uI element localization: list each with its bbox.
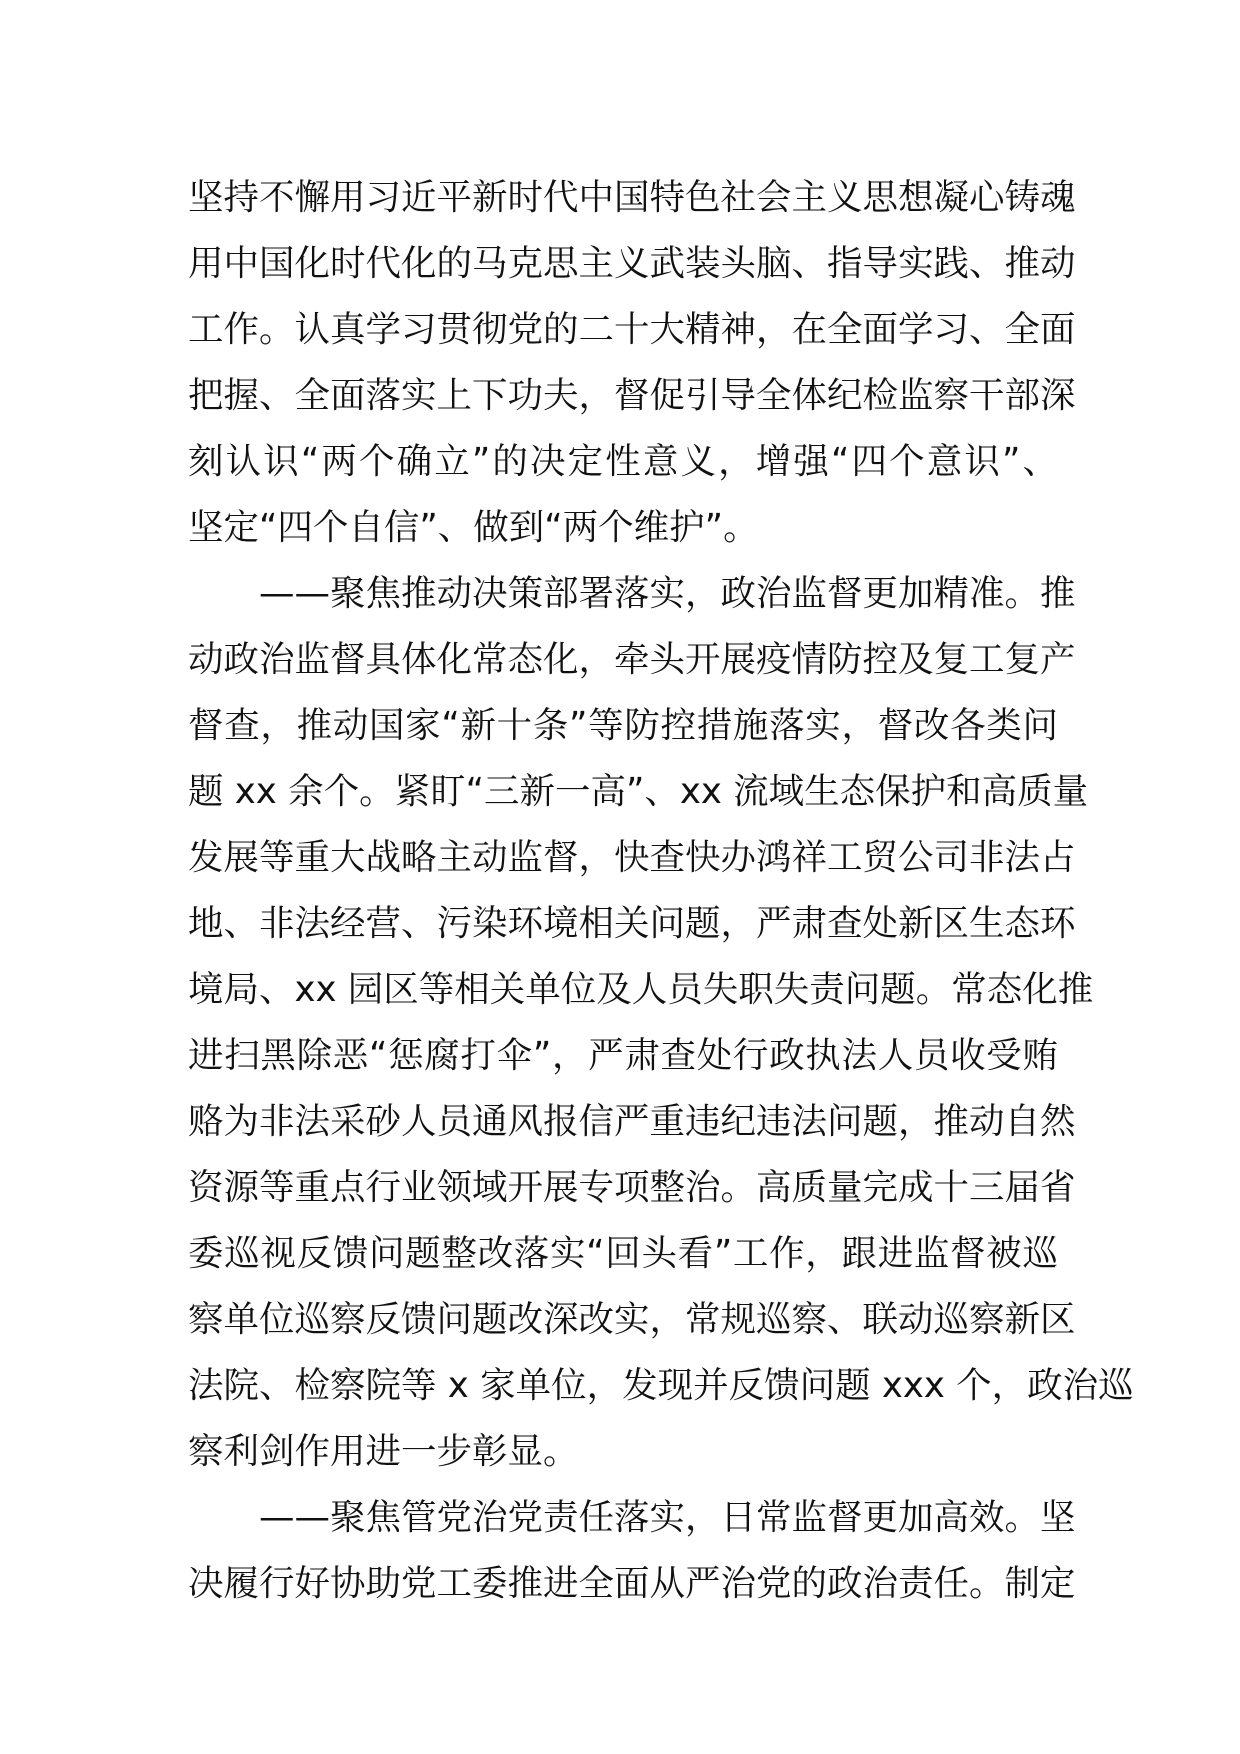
text-line: ——聚焦管党治党责任落实，日常监督更加高效。坚 <box>188 1497 1076 1538</box>
text-line: 地、非法经营、污染环境相关问题，严肃查处新区生态环 <box>188 903 1076 944</box>
text-line: 进扫黑除恶“惩腐打伞”，严肃查处行政执法人员收受贿 <box>188 1035 1058 1076</box>
text-line: 坚持不懈用习近平新时代中国特色社会主义思想凝心铸魂 <box>188 177 1076 218</box>
text-line: 督查，推动国家“新十条”等防控措施落实，督改各类问 <box>188 705 1058 746</box>
text-line: 用中国化时代化的马克思主义武装头脑、指导实践、推动 <box>188 243 1076 284</box>
text-line: 委巡视反馈问题整改落实“回头看”工作，跟进监督被巡 <box>188 1233 1058 1274</box>
text-line: 发展等重大战略主动监督，快查快办鸿祥工贸公司非法占 <box>188 837 1076 878</box>
text-line: 法院、检察院等 x 家单位，发现并反馈问题 xxx 个，政治巡 <box>188 1365 1134 1406</box>
text-line: 决履行好协助党工委推进全面从严治党的政治责任。制定 <box>188 1563 1076 1604</box>
text-line: 资源等重点行业领域开展专项整治。高质量完成十三届省 <box>188 1167 1076 1208</box>
text-line: 赂为非法采砂人员通风报信严重违纪违法问题，推动自然 <box>188 1101 1076 1142</box>
text-line: ——聚焦推动决策部署落实，政治监督更加精准。推 <box>188 573 1076 614</box>
text-line: 坚定“四个自信”、做到“两个维护”。 <box>188 507 759 548</box>
text-line: 动政治监督具体化常态化，牵头开展疫情防控及复工复产 <box>188 639 1076 680</box>
text-line: 察利剑作用进一步彰显。 <box>188 1431 579 1472</box>
text-line: 把握、全面落实上下功夫，督促引导全体纪检监察干部深 <box>188 375 1076 416</box>
text-line: 题 xx 余个。紧盯“三新一高”、xx 流域生态保护和高质量 <box>188 771 1089 812</box>
text-line: 境局、xx 园区等相关单位及人员失职失责问题。常态化推 <box>188 969 1094 1010</box>
text-line: 工作。认真学习贯彻党的二十大精神，在全面学习、全面 <box>188 309 1076 350</box>
text-line: 察单位巡察反馈问题改深改实，常规巡察、联动巡察新区 <box>188 1299 1076 1340</box>
body-text <box>188 165 1134 1617</box>
text-line: 刻认识“两个确立”的决定性意义，增强“四个意识”、 <box>188 441 1058 482</box>
